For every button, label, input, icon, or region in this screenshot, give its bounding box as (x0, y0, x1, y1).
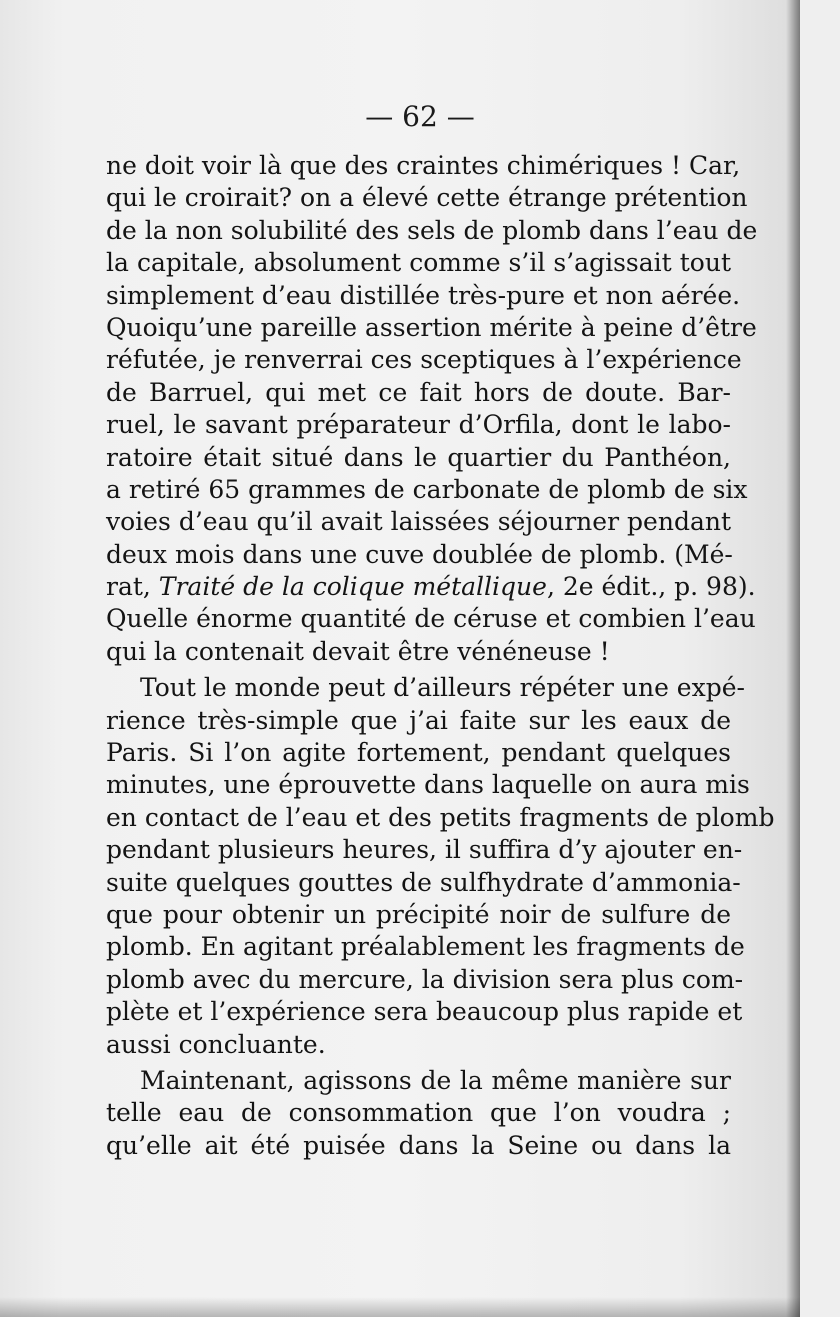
text-line: qui le croirait? on a élevé cette étrange prétention (106, 183, 748, 213)
text-line: telle eau de consommation que l’on voudra ; (106, 1098, 731, 1128)
text-line: Paris. Si l’on agite fortement, pendant quelques (106, 738, 731, 768)
text-line: de Barruel, qui met ce fait hors de doute. Bar- (106, 377, 731, 407)
text-line: simplement d’eau distillée très-pure et non aérée. (106, 280, 741, 310)
citation-line (106, 571, 756, 603)
text-line: qui la contenait devait être vénéneuse ! (106, 636, 610, 666)
text-line: ruel, le savant préparateur d’Orfila, dont le labo- (106, 410, 731, 440)
text-line: a retiré 65 grammes de carbonate de plomb de six (106, 474, 748, 504)
text-line: ratoire était situé dans le quartier du Panthéon, (106, 442, 731, 472)
text-line: voies d’eau qu’il avait laissées séjourner pendant (106, 507, 731, 537)
text-line: qu’elle ait été puisée dans la Seine ou dans la (106, 1130, 731, 1160)
text-line: la capitale, absolument comme s’il s’agissait tout (106, 248, 731, 278)
paragraph-2 (106, 672, 775, 1061)
body-text (106, 150, 775, 1162)
text-line: rience très-simple que j’ai faite sur les eaux de (106, 705, 731, 735)
citation-suffix: , 2e édit., p. 98). (546, 572, 756, 602)
paragraph-3 (106, 1065, 731, 1162)
text-line: que pour obtenir un précipité noir de sulfure de (106, 899, 731, 929)
text-line: de la non solubilité des sels de plomb dans l’eau de (106, 215, 758, 245)
text-line: Maintenant, agissons de la même manière sur (140, 1065, 731, 1095)
text-line: réfutée, je renverrai ces sceptiques à l’expérience (106, 345, 742, 375)
text-line: Quelle énorme quantité de céruse et combien l’eau (106, 604, 756, 634)
citation-prefix: rat, (106, 572, 159, 602)
text-line: pendant plusieurs heures, il suffira d’y ajouter en- (106, 835, 743, 865)
text-line: en contact de l’eau et des petits fragments de plomb (106, 802, 775, 832)
text-line: deux mois dans une cuve doublée de plomb. (Mé- (106, 539, 733, 569)
text-line: Quoiqu’une pareille assertion mérite à peine d’être (106, 312, 757, 342)
text-line: aussi concluante. (106, 1029, 326, 1059)
page-number: — 62 — (365, 100, 475, 133)
page-edge-shadow (786, 0, 800, 1317)
text-line: plomb avec du mercure, la division sera plus com- (106, 964, 744, 994)
text-line: plomb. En agitant préalablement les fragments de (106, 932, 745, 962)
paragraph-1 (106, 150, 758, 668)
text-line: plète et l’expérience sera beaucoup plus rapide et (106, 997, 743, 1027)
text-line: suite quelques gouttes de sulfhydrate d’ammonia- (106, 867, 741, 897)
text-line: minutes, une éprouvette dans laquelle on aura mis (106, 770, 750, 800)
cited-title: Traité de la colique métallique (158, 572, 547, 602)
text-line: ne doit voir là que des craintes chimériques ! Car, (106, 151, 741, 180)
text-line: Tout le monde peut d’ailleurs répéter une expé- (140, 673, 745, 703)
page-bottom-shadow (0, 1297, 800, 1317)
